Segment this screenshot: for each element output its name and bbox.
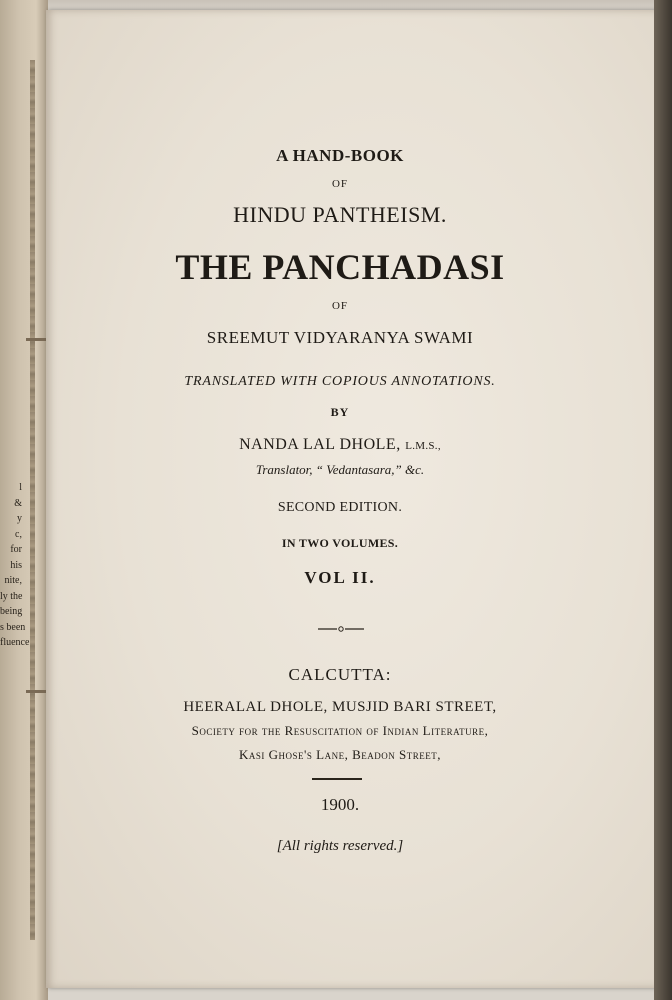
facing-text-line: l xyxy=(19,482,22,493)
edition: SECOND EDITION. xyxy=(277,500,403,515)
subtitle-handbook: A HAND-BOOK xyxy=(276,146,404,165)
facing-text-line: & xyxy=(14,497,22,509)
facing-text-line: fluence xyxy=(0,637,30,648)
facing-text-line: for xyxy=(10,544,22,555)
facing-text-line: nite, xyxy=(4,575,22,586)
facing-text-line: being xyxy=(0,606,23,617)
book-title: THE PANCHADASI xyxy=(175,247,505,287)
publisher: HEERALAL DHOLE, MUSJID BARI STREET, xyxy=(183,699,497,715)
subtitle-pantheism: HINDU PANTHEISM. xyxy=(233,202,447,227)
facing-text-line: y xyxy=(17,513,22,524)
translator-line xyxy=(40,436,640,454)
publisher-address: Kasi Ghose's Lane, Beadon Street, xyxy=(239,747,441,762)
facing-text-line: his xyxy=(10,559,22,571)
connector-of: OF xyxy=(331,178,349,190)
translator-degree: L.M.S., xyxy=(405,440,441,452)
author-name: SREEMUT VIDYARANYA SWAMI xyxy=(206,328,474,347)
facing-text-line: s been xyxy=(0,621,26,633)
short-rule xyxy=(312,778,362,780)
translation-note: TRANSLATED WITH COPIOUS ANNOTATIONS. xyxy=(184,374,496,389)
publication-city: CALCUTTA: xyxy=(288,665,392,684)
right-edge xyxy=(654,0,672,1000)
ornament-divider xyxy=(318,626,364,632)
volume-count: IN TWO VOLUMES. xyxy=(281,536,399,550)
volume-number: VOL II. xyxy=(304,568,376,587)
by-label: BY xyxy=(330,405,350,419)
facing-text-line: c, xyxy=(15,528,22,540)
translator-name: NANDA LAL DHOLE, xyxy=(239,436,401,453)
facing-text-line: ly the xyxy=(0,590,23,602)
translator-credits: Translator, “ Vedantasara,” &c. xyxy=(255,462,425,477)
publication-year: 1900. xyxy=(320,795,360,814)
rights-notice: [All rights reserved.] xyxy=(276,838,404,854)
binding-thread xyxy=(30,60,35,940)
society-name: Society for the Resuscitation of Indian Literature, xyxy=(191,723,489,738)
facing-page-text xyxy=(0,480,30,651)
connector-of: OF xyxy=(331,300,349,312)
